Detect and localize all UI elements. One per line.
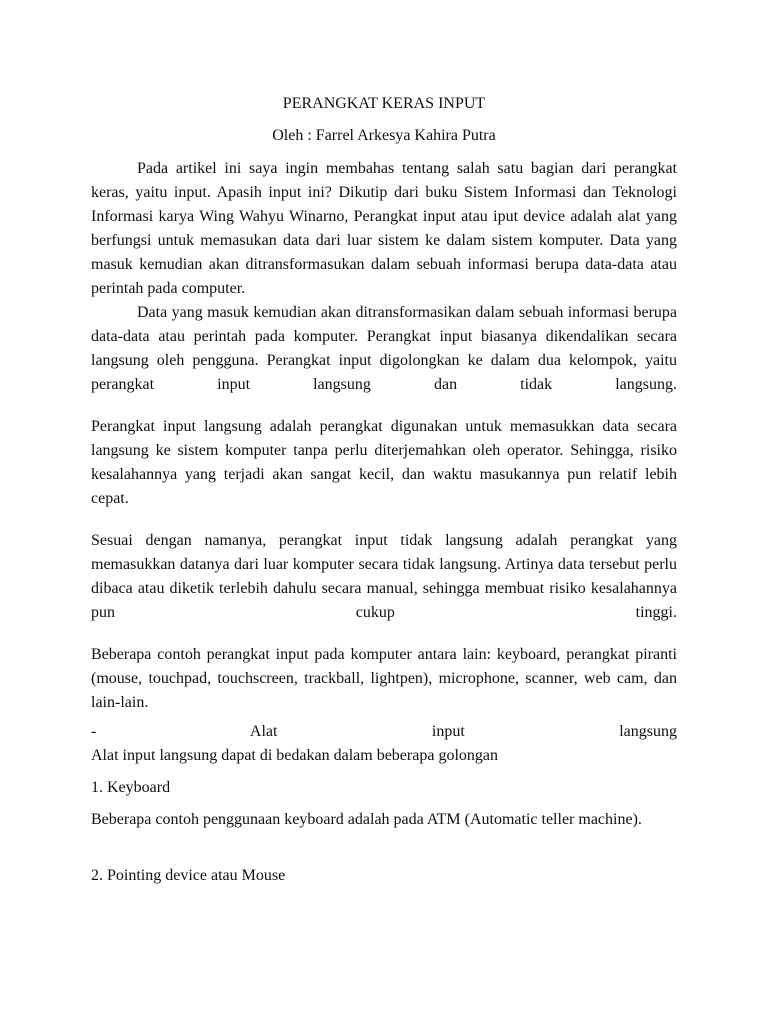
document-author: Oleh : Farrel Arkesya Kahira Putra xyxy=(272,127,496,144)
paragraph-data-transform: Data yang masuk kemudian akan ditransformasikan dalam sebuah informasi berupa data-data atau perintah pada komputer. Perangkat input biasanya dikendalikan secara langsung oleh pengguna. Perangkat input digolongkan ke dalam dua kelompok, yaitu perangkat input langsung dan tidak langsung. xyxy=(91,304,677,393)
section-heading-direct-input: - Alat input langsung xyxy=(91,723,677,740)
list-item-pointing-device: 2. Pointing device atau Mouse xyxy=(91,867,286,884)
paragraph-keyboard-example: Beberapa contoh penggunaan keyboard adalah pada ATM (Automatic teller machine). xyxy=(91,811,642,828)
paragraph-direct-input: Perangkat input langsung adalah perangkat digunakan untuk memasukkan data secara langsung ke sistem komputer tanpa perlu diterjemahkan oleh operator. Sehingga, risiko kesalahannya yang terjadi akan sangat kecil, dan waktu masukannya pun relatif lebih cepat. xyxy=(91,418,677,507)
document-title: PERANGKAT KERAS INPUT xyxy=(282,95,486,112)
paragraph-indirect-input: Sesuai dengan namanya, perangkat input tidak langsung adalah perangkat yang memasukkan datanya dari luar komputer secara tidak langsung. Artinya data tersebut perlu dibaca atau diketik terlebih dahulu secara manual, sehingga membuat risiko kesalahannya pun cukup tinggi. xyxy=(91,532,677,621)
list-item-keyboard: 1. Keyboard xyxy=(91,779,171,796)
paragraph-groups: Alat input langsung dapat di bedakan dalam beberapa golongan xyxy=(91,747,498,764)
paragraph-input-examples: Beberapa contoh perangkat input pada komputer antara lain: keyboard, perangkat piranti (mouse, touchpad, touchscreen, trackball, lightpen), microphone, scanner, web cam, dan lain-lain. xyxy=(91,646,677,711)
paragraph-intro: Pada artikel ini saya ingin membahas tentang salah satu bagian dari perangkat keras, yaitu input. Apasih input ini? Dikutip dari buku Sistem Informasi dan Teknologi Informasi karya Wing Wahyu Winarno, Perangkat input atau iput device adalah alat yang berfungsi untuk memasukan data dari luar sistem ke dalam sistem komputer. Data yang masuk kemudian akan ditransformasukan dalam sebuah informasi berupa data-data atau perintah pada computer. xyxy=(91,160,677,297)
